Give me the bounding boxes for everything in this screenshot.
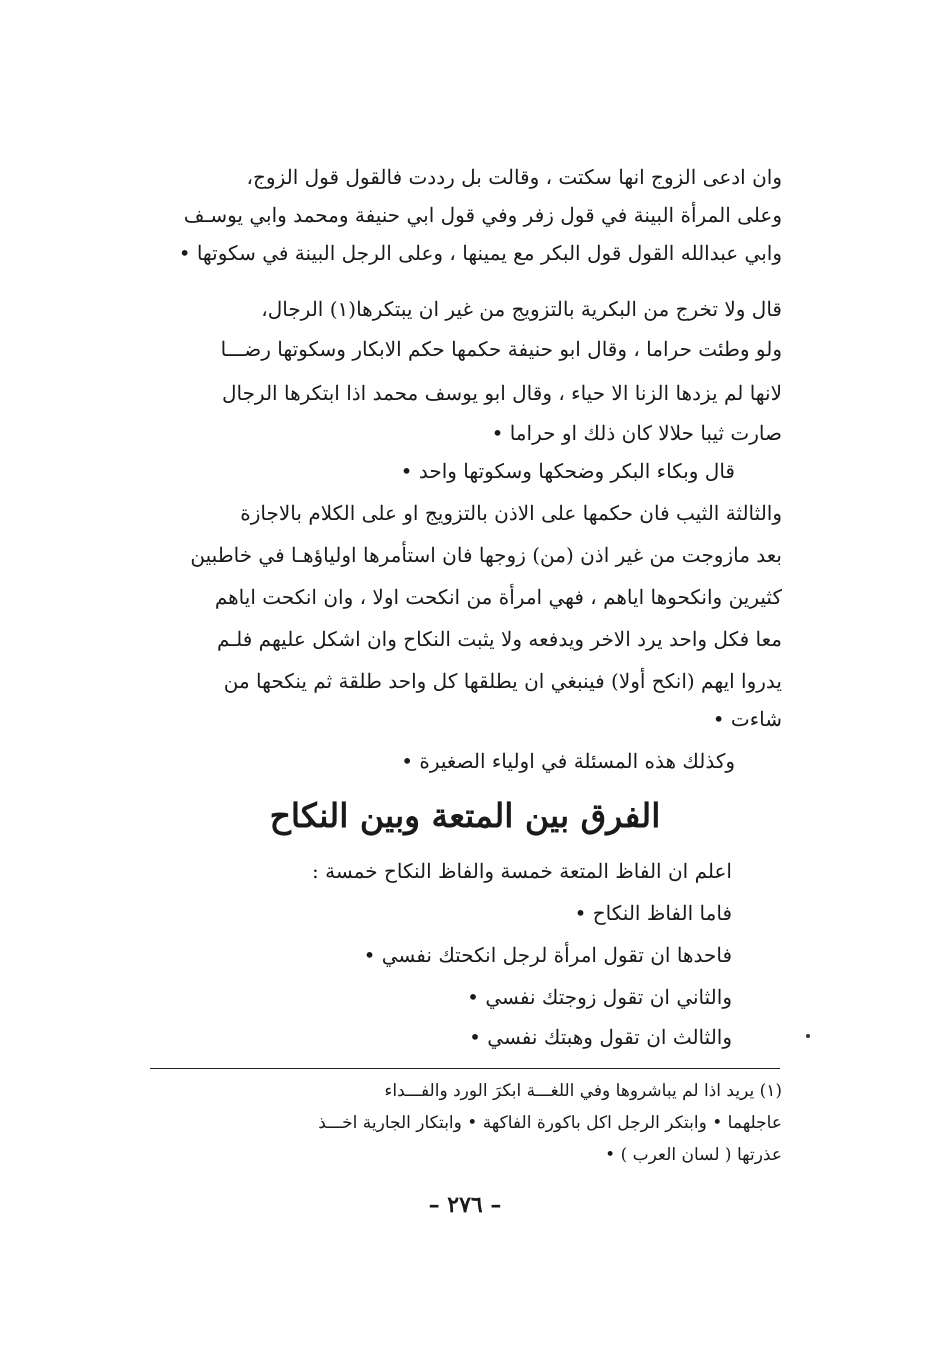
text-line: والثاني ان تقول زوجتك نفسي • <box>467 985 732 1009</box>
text-line: فاما الفاظ النكاح • <box>574 901 732 925</box>
footnote-divider <box>150 1068 780 1069</box>
text-line: وعلى المرأة البينة في قول زفر وفي قول ابي حنيفة ومحمد وابي يوسـف <box>183 203 782 227</box>
text-line: معا فكل واحد يرد الاخر ويدفعه ولا يثبت النكاح وان اشكل عليهم فلـم <box>216 627 782 651</box>
text-line: اعلم ان الفاظ المتعة خمسة والفاظ النكاح خمسة : <box>312 859 732 883</box>
footnote-line: عذرتها ( لسان العرب ) • <box>605 1145 782 1165</box>
text-line: بعد مازوجت من غير اذن (من) زوجها فان استأمرها اولياؤهـا في خاطبين <box>190 543 782 567</box>
text-line: صارت ثيبا حلالا كان ذلك او حراما • <box>491 421 782 445</box>
footnote-line: عاجلهما • وابتكر الرجل اكل باكورة الفاكهة • وابتكار الجارية اخـــذ <box>318 1113 782 1133</box>
stray-mark <box>806 1034 810 1038</box>
text-line: لانها لم يزدها الزنا الا حياء ، وقال ابو يوسف محمد اذا ابتكرها الرجال <box>221 381 782 405</box>
section-title: الفرق بين المتعة وبين النكاح <box>269 796 661 835</box>
text-line: يدروا ايهم (انكح أولا) فينبغي ان يطلقها كل واحد طلقة ثم ينكحها من <box>223 669 782 693</box>
text-line: فاحدها ان تقول امرأة لرجل انكحتك نفسي • <box>363 943 732 967</box>
text-line: قال وبكاء البكر وضحكها وسكوتها واحد • <box>400 459 735 483</box>
text-line: ولو وطئت حراما ، وقال ابو حنيفة حكمها حكم الابكار وسكوتها رضـــا <box>220 337 782 361</box>
text-line: وان ادعى الزوج انها سكتت ، وقالت بل رددت فالقول قول الزوج، <box>246 165 782 189</box>
text-line: والثالث ان تقول وهبتك نفسي • <box>469 1025 732 1049</box>
text-line: والثالثة الثيب فان حكمها على الاذن بالتزويج او على الكلام بالاجازة <box>240 501 782 525</box>
text-line: كثيرين وانكحوها اياهم ، فهي امرأة من انكحت اولا ، وان انكحت اياهم <box>214 585 782 609</box>
text-line: وكذلك هذه المسئلة في اولياء الصغيرة • <box>401 749 735 773</box>
page-number: – ٢٧٦ – <box>428 1192 502 1218</box>
text-line: قال ولا تخرج من البكرية بالتزويج من غير ان يبتكرها(١) الرجال، <box>261 297 782 321</box>
text-line: وابي عبدالله القول قول البكر مع يمينها ، وعلى الرجل البينة في سكوتها • <box>178 241 782 265</box>
footnote-line: (١) يريد اذا لم يباشروها وفي اللغـــة ابكرَ الورد والفـــداء <box>384 1081 782 1101</box>
text-line: شاءت • <box>712 707 782 731</box>
